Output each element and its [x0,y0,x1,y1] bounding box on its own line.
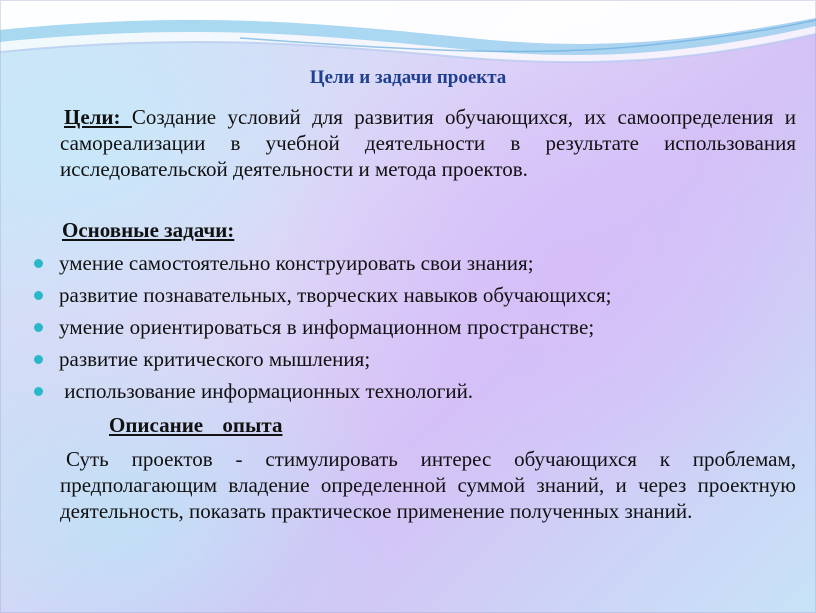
list-item [0,314,816,346]
bullet-dot-icon [34,387,43,396]
task-text: умение ориентироваться в информационном пространстве; [59,315,595,339]
description-heading: Описание опыта [109,413,283,437]
bullet-dot-icon [34,355,43,364]
bullet-dot-icon [34,259,43,268]
list-item [0,250,816,282]
goals-text: Создание условий для развития обучающихся, их самоопределения и самореализации в учебной деятельности в результате использования исследовательской деятельности и метода проектов. [60,105,796,181]
tasks-list [0,250,816,410]
goals-paragraph [60,104,796,182]
description-paragraph: Суть проектов - стимулировать интерес обучающихся к проблемам, предполагающим владение определенной суммой знаний, и через проектную деятельность, показать практическое применение полученных знаний. [60,447,796,523]
task-text: развитие критического мышления; [59,347,371,371]
slide-title: Цели и задачи проекта [309,67,507,88]
task-text: развитие познавательных, творческих навыков обучающихся; [59,283,612,307]
task-text: использование информационных технологий. [59,379,474,403]
list-item [0,282,816,314]
list-item [0,346,816,378]
bullet-dot-icon [34,323,43,332]
bullet-dot-icon [34,291,43,300]
list-item [0,378,816,410]
task-text: умение самостоятельно конструировать свои знания; [59,251,534,275]
goals-label: Цели: [64,105,132,129]
tasks-heading: Основные задачи: [62,218,235,242]
